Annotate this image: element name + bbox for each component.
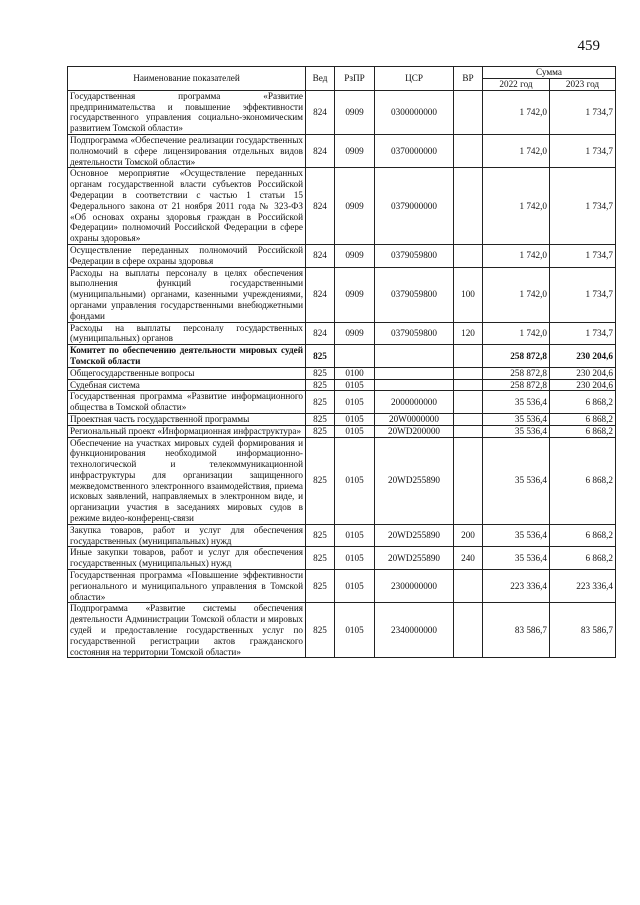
cell-ved: 825	[306, 603, 335, 658]
cell-2022: 83 586,7	[483, 603, 550, 658]
cell-2023: 1 734,7	[550, 90, 616, 134]
cell-2022: 1 742,0	[483, 168, 550, 245]
cell-rzpr: 0909	[335, 244, 375, 267]
cell-rzpr: 0105	[335, 425, 375, 437]
table-row	[68, 367, 616, 379]
cell-2022: 258 872,8	[483, 367, 550, 379]
cell-vr: 240	[454, 547, 483, 570]
cell-name: Государственная программа «Развитие информационного общества в Томской области»	[68, 391, 306, 414]
cell-csr: 20WD255890	[375, 547, 454, 570]
cell-2022: 35 536,4	[483, 413, 550, 425]
cell-rzpr: 0105	[335, 547, 375, 570]
cell-ved: 825	[306, 367, 335, 379]
cell-2022: 223 336,4	[483, 570, 550, 603]
cell-name: Проектная часть государственной программы	[68, 413, 306, 425]
cell-csr: 0379059800	[375, 322, 454, 345]
table-row	[68, 244, 616, 267]
cell-name: Основное мероприятие «Осуществление переданных органам государственной власти субъектов Российской Федерации в соответствии с частью 1 статьи 15 Федерального закона от 21 ноября 2011 года № 323-ФЗ «Об основах охраны здоровья граждан в Российской Федерации» полномочий Российской Федерации в сфере охраны здоровья»	[68, 168, 306, 245]
cell-ved: 825	[306, 379, 335, 391]
cell-csr: 2000000000	[375, 391, 454, 414]
cell-vr	[454, 413, 483, 425]
cell-vr	[454, 437, 483, 524]
table-body	[68, 90, 616, 658]
cell-2023: 83 586,7	[550, 603, 616, 658]
cell-2022: 35 536,4	[483, 437, 550, 524]
cell-name: Государственная программа «Повышение эффективности регионального и муниципального управления в Томской области»	[68, 570, 306, 603]
table-row	[68, 570, 616, 603]
cell-name: Осуществление переданных полномочий Российской Федерации в сфере охраны здоровья	[68, 244, 306, 267]
header-ved: Вед	[306, 67, 335, 91]
cell-csr: 20WD200000	[375, 425, 454, 437]
cell-vr: 120	[454, 322, 483, 345]
cell-vr	[454, 244, 483, 267]
header-vr: ВР	[454, 67, 483, 91]
cell-vr	[454, 90, 483, 134]
cell-2022: 1 742,0	[483, 267, 550, 322]
header-name: Наименование показателей	[68, 67, 306, 91]
cell-ved: 825	[306, 570, 335, 603]
header-sum: Сумма	[483, 67, 616, 79]
table-row	[68, 322, 616, 345]
cell-2023: 6 868,2	[550, 391, 616, 414]
cell-csr: 0379059800	[375, 267, 454, 322]
cell-rzpr: 0105	[335, 413, 375, 425]
cell-2022: 35 536,4	[483, 547, 550, 570]
cell-vr	[454, 168, 483, 245]
cell-rzpr: 0909	[335, 90, 375, 134]
cell-2023: 6 868,2	[550, 413, 616, 425]
cell-vr	[454, 570, 483, 603]
table-row	[68, 437, 616, 524]
cell-ved: 825	[306, 547, 335, 570]
cell-csr	[375, 367, 454, 379]
page-number: 459	[577, 38, 600, 54]
cell-rzpr: 0909	[335, 267, 375, 322]
header-year-2023: 2023 год	[550, 78, 616, 90]
cell-name: Общегосударственные вопросы	[68, 367, 306, 379]
cell-2023: 1 734,7	[550, 134, 616, 167]
cell-csr	[375, 345, 454, 368]
cell-vr	[454, 379, 483, 391]
cell-rzpr: 0105	[335, 524, 375, 547]
table-row	[68, 413, 616, 425]
cell-csr	[375, 379, 454, 391]
cell-name: Региональный проект «Информационная инфраструктура»	[68, 425, 306, 437]
cell-2023: 6 868,2	[550, 437, 616, 524]
cell-name: Обеспечение на участках мировых судей формирования и функционирования необходимой информационно-технологической и телекоммуникационной инфраструктуры для организации защищенного межведомственного электронного взаимодействия, приема исковых заявлений, направляемых в электронном виде, и организации участия в заседаниях мировых судов в режиме видео-конференц-связи	[68, 437, 306, 524]
header-rzpr: РзПР	[335, 67, 375, 91]
table-row	[68, 379, 616, 391]
cell-2022: 35 536,4	[483, 391, 550, 414]
cell-2022: 1 742,0	[483, 322, 550, 345]
cell-csr: 0370000000	[375, 134, 454, 167]
cell-2023: 230 204,6	[550, 367, 616, 379]
table-row	[68, 524, 616, 547]
table-row	[68, 345, 616, 368]
cell-2022: 1 742,0	[483, 90, 550, 134]
cell-csr: 20WD255890	[375, 524, 454, 547]
cell-2023: 6 868,2	[550, 524, 616, 547]
table-row	[68, 603, 616, 658]
cell-rzpr: 0909	[335, 134, 375, 167]
cell-ved: 824	[306, 322, 335, 345]
cell-vr	[454, 603, 483, 658]
cell-csr: 20W0000000	[375, 413, 454, 425]
cell-ved: 824	[306, 90, 335, 134]
cell-ved: 825	[306, 345, 335, 368]
cell-ved: 825	[306, 437, 335, 524]
cell-ved: 824	[306, 168, 335, 245]
cell-vr	[454, 391, 483, 414]
cell-ved: 825	[306, 391, 335, 414]
budget-table	[67, 66, 616, 658]
cell-2022: 258 872,8	[483, 345, 550, 368]
cell-name: Комитет по обеспечению деятельности мировых судей Томской области	[68, 345, 306, 368]
cell-name: Расходы на выплаты персоналу в целях обеспечения выполнения функций государственными (муниципальными) органами, казенными учреждениями, органами управления государственными внебюджетными фондами	[68, 267, 306, 322]
table-row	[68, 267, 616, 322]
cell-rzpr: 0105	[335, 391, 375, 414]
cell-2022: 1 742,0	[483, 244, 550, 267]
cell-csr: 2340000000	[375, 603, 454, 658]
cell-vr: 200	[454, 524, 483, 547]
table-row	[68, 90, 616, 134]
cell-ved: 824	[306, 244, 335, 267]
header-year-2022: 2022 год	[483, 78, 550, 90]
cell-vr	[454, 425, 483, 437]
header-csr: ЦСР	[375, 67, 454, 91]
cell-ved: 825	[306, 413, 335, 425]
cell-name: Подпрограмма «Развитие системы обеспечения деятельности Администрации Томской области и мировых судей и предоставление государственных услуг по государственной регистрации актов гражданского состояния на территории Томской области»	[68, 603, 306, 658]
cell-name: Судебная система	[68, 379, 306, 391]
cell-2023: 1 734,7	[550, 322, 616, 345]
cell-rzpr: 0105	[335, 437, 375, 524]
cell-2023: 1 734,7	[550, 267, 616, 322]
cell-2023: 223 336,4	[550, 570, 616, 603]
cell-2023: 1 734,7	[550, 168, 616, 245]
cell-csr: 0379000000	[375, 168, 454, 245]
cell-2023: 6 868,2	[550, 425, 616, 437]
cell-2022: 1 742,0	[483, 134, 550, 167]
cell-name: Иные закупки товаров, работ и услуг для обеспечения государственных (муниципальных) нужд	[68, 547, 306, 570]
cell-2022: 35 536,4	[483, 524, 550, 547]
cell-2022: 258 872,8	[483, 379, 550, 391]
table-row	[68, 168, 616, 245]
cell-csr: 0379059800	[375, 244, 454, 267]
cell-csr: 20WD255890	[375, 437, 454, 524]
cell-name: Подпрограмма «Обеспечение реализации государственных полномочий в сфере лицензирования отдельных видов деятельности Томской области»	[68, 134, 306, 167]
cell-2023: 230 204,6	[550, 379, 616, 391]
table-row	[68, 134, 616, 167]
cell-csr: 2300000000	[375, 570, 454, 603]
cell-rzpr: 0105	[335, 603, 375, 658]
cell-2023: 230 204,6	[550, 345, 616, 368]
cell-2022: 35 536,4	[483, 425, 550, 437]
cell-ved: 825	[306, 425, 335, 437]
cell-vr	[454, 345, 483, 368]
cell-rzpr: 0105	[335, 379, 375, 391]
cell-2023: 1 734,7	[550, 244, 616, 267]
cell-rzpr: 0105	[335, 570, 375, 603]
cell-csr: 0300000000	[375, 90, 454, 134]
cell-vr	[454, 134, 483, 167]
cell-rzpr: 0909	[335, 322, 375, 345]
cell-rzpr	[335, 345, 375, 368]
table-row	[68, 425, 616, 437]
cell-name: Государственная программа «Развитие предпринимательства и повышение эффективности государственного управления социально-экономическим развитием Томской области»	[68, 90, 306, 134]
cell-vr	[454, 367, 483, 379]
cell-ved: 825	[306, 524, 335, 547]
cell-ved: 824	[306, 134, 335, 167]
table-row	[68, 391, 616, 414]
cell-name: Расходы на выплаты персоналу государственных (муниципальных) органов	[68, 322, 306, 345]
table-row	[68, 547, 616, 570]
cell-vr: 100	[454, 267, 483, 322]
cell-name: Закупка товаров, работ и услуг для обеспечения государственных (муниципальных) нужд	[68, 524, 306, 547]
cell-2023: 6 868,2	[550, 547, 616, 570]
cell-rzpr: 0909	[335, 168, 375, 245]
cell-ved: 824	[306, 267, 335, 322]
cell-rzpr: 0100	[335, 367, 375, 379]
